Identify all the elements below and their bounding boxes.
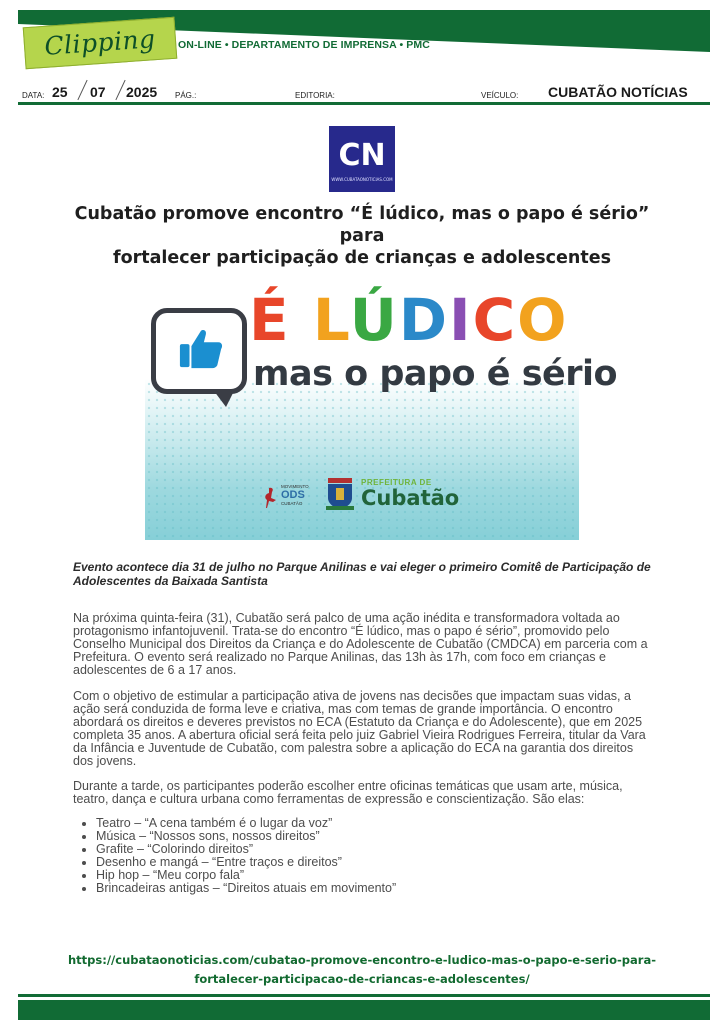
banner-title-letter: O — [517, 286, 569, 354]
date-separator — [115, 80, 125, 100]
cn-logo-letters: CN — [338, 138, 386, 173]
ods-logo — [261, 484, 313, 508]
source-link-line-2[interactable]: fortalecer-participacao-de-criancas-e-adolescentes/ — [194, 972, 530, 986]
article-paragraph: Na próxima quinta-feira (31), Cubatão será palco de uma ação inédita e transformadora voltada ao protagonismo infantojuvenil. Trata-se do encontro “É lúdico, mas o papo é sério”, promovido pelo Conselho Municipal dos Direitos da Criança e do Adolescente de Cubatão (CMDCA) em parceria com a Prefeitura. O evento será realizado no Parque Anilinas, das 13h às 17h, com foco em crianças e adolescentes de 6 a 17 anos. — [73, 610, 648, 677]
editoria-label: EDITORIA: — [295, 91, 335, 100]
article-paragraph: Com o objetivo de estimular a participação ativa de jovens nas decisões que impactam suas vidas, a ação será conduzida de forma leve e criativa, mas com temas de grande importância. O encontro abordará os direitos e deveres previstos no ECA (Estatuto da Criança e do Adolescente), que em 2025 completa 35 anos. A abertura oficial será feita pelo juiz Gabriel Vieira Rodrigues Ferreira, titular da Vara da Infância e Juventude de Cubatão, com palestra sobre a aplicação do ECA na garantia dos direitos dos jovens. — [73, 688, 646, 768]
banner-dot-pattern — [145, 380, 579, 540]
source-link-line-1[interactable]: https://cubataonoticias.com/cubatao-promove-encontro-e-ludico-mas-o-papo-e-serio-para- — [68, 953, 656, 967]
date-day: 25 — [52, 84, 68, 100]
banner-title-letter: I — [448, 286, 473, 354]
source-link[interactable] — [60, 951, 664, 989]
banner-title-letter: D — [398, 286, 449, 354]
list-item: • Grafite – “Colorindo direitos” — [96, 843, 656, 856]
footer-divider — [18, 994, 710, 997]
banner-title-letter: L — [312, 286, 350, 354]
date-month: 07 — [90, 84, 106, 100]
ods-top-text: MOVIMENTO — [281, 484, 309, 489]
list-item: • Hip hop – “Meu corpo fala” — [96, 869, 656, 882]
workshop-list — [76, 817, 656, 895]
clipping-tag: Clipping — [23, 17, 178, 70]
speech-bubble-icon — [151, 308, 247, 394]
heron-icon — [263, 486, 279, 508]
headline-line-2: fortalecer participação de crianças e adolescentes — [112, 248, 611, 268]
banner-title-text — [249, 286, 568, 354]
date-year: 2025 — [126, 84, 158, 100]
headline-line-1: Cubatão promove encontro “É lúdico, mas o papo é sério” para — [74, 204, 650, 246]
data-label: DATA: — [22, 91, 45, 100]
banner-subtitle: mas o papo é sério — [253, 354, 618, 394]
article-headline — [60, 203, 664, 269]
list-item: • Desenho e mangá – “Entre traços e direitos” — [96, 856, 656, 869]
veiculo-label: VEÍCULO: — [481, 91, 519, 100]
footer-green-bar — [18, 1000, 710, 1020]
banner-title-letter: C — [472, 286, 518, 354]
article-paragraph: Durante a tarde, os participantes poderão escolher entre oficinas temáticas que usam arte, música, teatro, dança e cultura urbana como ferramentas de expressão e conscientização. São elas: — [73, 778, 623, 806]
banner-title-letter: É — [249, 286, 291, 354]
department-label: ON-LINE • DEPARTAMENTO DE IMPRENSA • PMC — [178, 39, 430, 51]
thumbs-up-icon — [178, 325, 224, 371]
veiculo-value: CUBATÃO NOTÍCIAS — [548, 84, 688, 100]
cn-logo — [329, 126, 395, 192]
list-item: • Brincadeiras antigas – “Direitos atuais em movimento” — [96, 882, 656, 895]
list-item: • Teatro – “A cena também é o lugar da voz” — [96, 817, 656, 830]
list-item: • Música – “Nossos sons, nossos direitos” — [96, 830, 656, 843]
meta-row — [22, 84, 712, 104]
cn-logo-tagline: WWW.CUBATAONOTICIAS.COM — [331, 177, 393, 182]
prefeitura-small-text: PREFEITURA DE — [361, 478, 432, 487]
ods-bottom-text: CUBATÃO — [281, 501, 303, 506]
banner-title-letter: Ú — [349, 286, 399, 354]
prefeitura-big-text: Cubatão — [361, 486, 460, 510]
ods-mid-text: ODS — [281, 489, 305, 501]
event-banner — [145, 280, 618, 540]
banner-title — [249, 280, 568, 360]
banner-title-letter — [291, 286, 313, 354]
banner-logos — [261, 476, 461, 516]
meta-divider — [18, 102, 710, 105]
pag-label: PÁG.: — [175, 91, 197, 100]
city-crest-icon — [325, 476, 355, 512]
date-separator — [77, 80, 87, 100]
article-subheading: Evento acontece dia 31 de julho no Parque Anilinas e vai eleger o primeiro Comitê de Participação de Adolescentes da Baixada Santista — [73, 560, 651, 588]
